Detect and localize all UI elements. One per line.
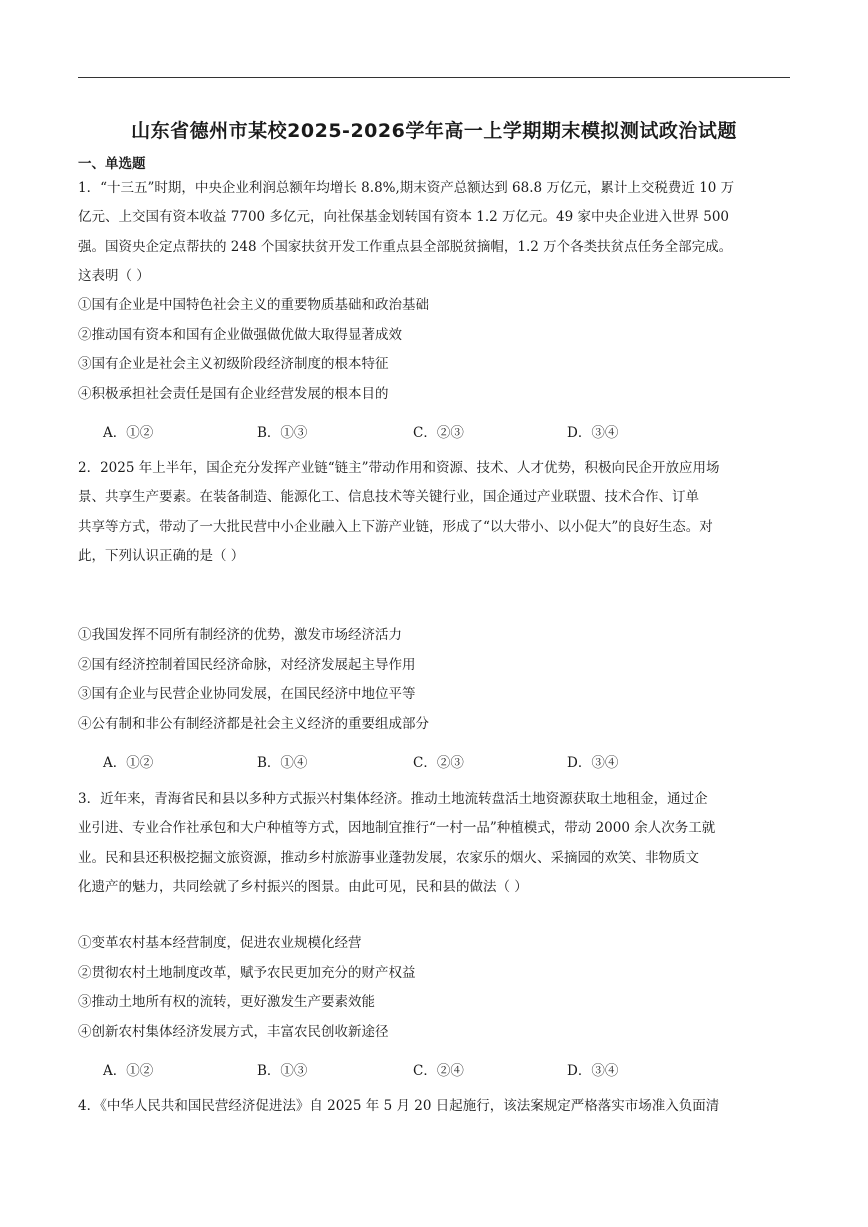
question-2-item-2: ②国有经济控制着国民经济命脉，对经济发展起主导作用 (78, 657, 416, 673)
question-1-item-3: ③国有企业是社会主义初级阶段经济制度的根本特征 (78, 356, 389, 372)
question-2-option-b: B．①④ (257, 755, 308, 771)
header-rule (78, 77, 790, 78)
question-1-item-1: ①国有企业是中国特色社会主义的重要物质基础和政治基础 (78, 297, 429, 313)
question-3-line-3: 业。民和县还积极挖掘文旅资源，推动乡村旅游事业蓬勃发展，农家乐的烟火、采摘园的欢笑、非物质文 (78, 850, 699, 866)
question-1-option-c: C．②③ (413, 425, 464, 441)
question-2-line-2: 景、共享生产要素。在装备制造、能源化工、信息技术等关键行业，国企通过产业联盟、技术合作、订单 (78, 489, 699, 505)
page-title: 山东省德州市某校2025-2026学年高一上学期期末模拟测试政治试题 (131, 120, 737, 142)
question-1-line-2: 亿元、上交国有资本收益 7700 多亿元，向社保基金划转国有资本 1.2 万亿元。49 家中央企业进入世界 500 (78, 209, 730, 225)
question-3-option-d: D．③④ (567, 1063, 619, 1079)
question-3-item-4: ④创新农村集体经济发展方式，丰富农民创收新途径 (78, 1024, 389, 1040)
question-3-item-2: ②贯彻农村土地制度改革，赋予农民更加充分的财产权益 (78, 965, 416, 981)
question-4-line-1: 4．《中华人民共和国民营经济促进法》自 2025 年 5 月 20 日起施行，该法案规定严格落实市场准入负面清 (78, 1098, 720, 1114)
question-3-line-1: 3．近年来，青海省民和县以多种方式振兴村集体经济。推动土地流转盘活土地资源获取土地租金，通过企 (78, 791, 708, 807)
question-3-item-3: ③推动土地所有权的流转，更好激发生产要素效能 (78, 994, 375, 1010)
question-1-option-b: B．①③ (257, 425, 308, 441)
question-3-option-b: B．①③ (257, 1063, 308, 1079)
question-2-option-c: C．②③ (413, 755, 464, 771)
question-1-line-3: 强。国资央企定点帮扶的 248 个国家扶贫开发工作重点县全部脱贫摘帽，1.2 万个各类扶贫点任务全部完成。 (78, 239, 733, 255)
question-2-line-3: 共享等方式，带动了一大批民营中小企业融入上下游产业链，形成了“以大带小、以小促大”的良好生态。对 (78, 519, 713, 535)
question-1-option-d: D．③④ (567, 425, 619, 441)
question-2-item-3: ③国有企业与民营企业协同发展，在国民经济中地位平等 (78, 686, 416, 702)
question-2-option-a: A．①② (103, 755, 154, 771)
question-1-line-4: 这表明（ ） (78, 268, 150, 284)
question-3-option-c: C．②④ (413, 1063, 464, 1079)
question-3-line-4: 化遗产的魅力，共同绘就了乡村振兴的图景。由此可见，民和县的做法（ ） (78, 879, 528, 895)
question-1-line-1: 1．“十三五”时期，中央企业利润总额年均增长 8.8%,期末资产总额达到 68.8 万亿元，累计上交税费近 10 万 (78, 180, 735, 196)
question-1-option-a: A．①② (103, 425, 154, 441)
section-heading: 一、单选题 (78, 156, 146, 172)
question-3-line-2: 业引进、专业合作社承包和大户种植等方式，因地制宜推行“一村一品”种植模式，带动 2000 余人次务工就 (78, 820, 716, 836)
question-2-line-1: 2．2025 年上半年，国企充分发挥产业链“链主”带动作用和资源、技术、人才优势，积极向民企开放应用场 (78, 460, 720, 476)
question-2-option-d: D．③④ (567, 755, 619, 771)
question-2-line-4: 此，下列认识正确的是（ ） (78, 548, 245, 564)
question-3-option-a: A．①② (103, 1063, 154, 1079)
question-2-item-1: ①我国发挥不同所有制经济的优势，激发市场经济活力 (78, 627, 402, 643)
question-1-item-2: ②推动国有资本和国有企业做强做优做大取得显著成效 (78, 327, 402, 343)
question-3-item-1: ①变革农村基本经营制度，促进农业规模化经营 (78, 935, 362, 951)
question-1-item-4: ④积极承担社会责任是国有企业经营发展的根本目的 (78, 386, 389, 402)
question-2-item-4: ④公有制和非公有制经济都是社会主义经济的重要组成部分 (78, 716, 429, 732)
